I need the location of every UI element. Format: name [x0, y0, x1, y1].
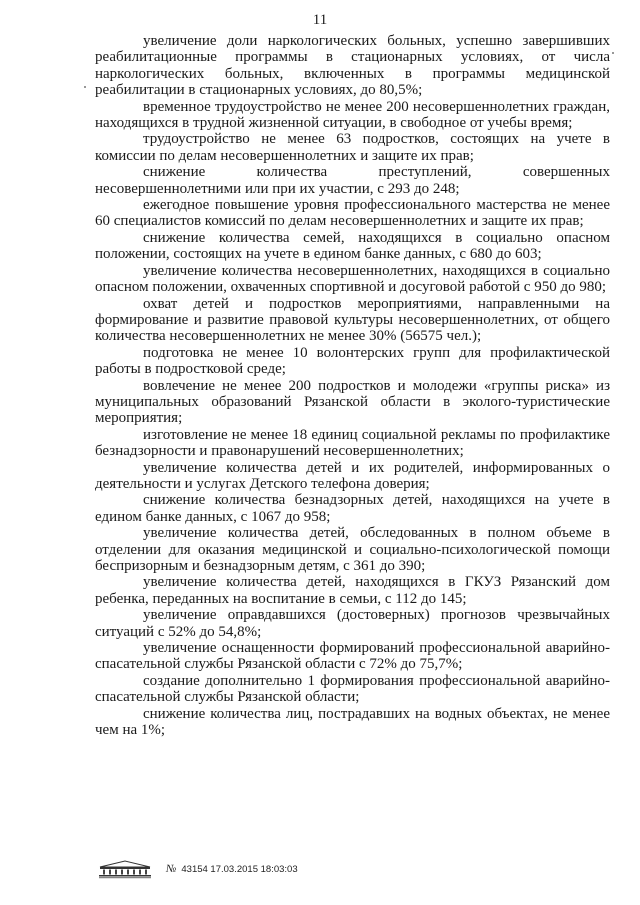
paragraph: увеличение количества несовершеннолетних, находящихся в социально опасном положении, охваченных спортивной и досуговой работой с 950 до 980; [95, 262, 610, 296]
paragraph: охват детей и подростков мероприятиями, направленными на формирование и развитие правовой культуры несовершеннолетних, от общего количества несовершеннолетних не менее 30% (56575 чел.); [95, 295, 610, 345]
document-body [95, 33, 610, 738]
paragraph: вовлечение не менее 200 подростков и молодежи «группы риска» из муниципальных образований Рязанской области в эколого-туристические мероприятия; [95, 377, 610, 427]
paragraph: изготовление не менее 18 единиц социальной рекламы по профилактике безнадзорности и правонарушений несовершеннолетних; [95, 426, 610, 460]
paragraph: увеличение количества детей, находящихся в ГКУЗ Рязанский дом ребенка, переданных на воспитание в семьи, с 112 до 145; [95, 574, 610, 607]
paragraph: увеличение количества детей, обследованных в полном объеме в отделении для оказания медицинской и социально-психологической помощи беспризорным и безнадзорным детям, с 361 до 390; [95, 525, 610, 574]
paragraph: увеличение доли наркологических больных, успешно завершивших реабилитационные программы в стационарных условиях, от числа наркологических больных, включенных в программы медицинской реабилитации в стационарных условиях, до 80,5%; [95, 33, 610, 99]
paragraph: подготовка не менее 10 волонтерских групп для профилактической работы в подростковой среде; [95, 344, 610, 378]
registration-footer [96, 858, 298, 880]
paragraph: снижение количества лиц, пострадавших на водных объектах, не менее чем на 1%; [95, 705, 610, 739]
paragraph: снижение количества семей, находящихся в социально опасном положении, состоящих на учете в едином банке данных, с 680 до 603; [95, 229, 610, 263]
paragraph: снижение количества безнадзорных детей, находящихся на учете в едином банке данных, с 1067 до 958; [95, 492, 610, 525]
paragraph: увеличение оправдавшихся (достоверных) прогнозов чрезвычайных ситуаций с 52% до 54,8%; [95, 607, 610, 640]
page-number: 11 [312, 12, 328, 28]
registration-number-sign: № [166, 863, 177, 875]
paragraph: увеличение количества детей и их родителей, информированных о деятельности и услугах Детского телефона доверия; [95, 459, 610, 492]
scan-speck [84, 86, 86, 88]
paragraph: снижение количества преступлений, совершенных несовершеннолетними или при их участии, с 293 до 248; [95, 164, 610, 197]
paragraph: увеличение оснащенности формирований профессиональной аварийно-спасательной службы Рязанской области с 72% до 75,7%; [95, 640, 610, 673]
registration-stamp: 43154 17.03.2015 18:03:03 [181, 863, 298, 875]
paragraph: временное трудоустройство не менее 200 несовершеннолетних граждан, находящихся в трудной жизненной ситуации, в свободное от учебы время; [95, 98, 610, 132]
paragraph: ежегодное повышение уровня профессионального мастерства не менее 60 специалистов комиссий по делам несовершеннолетних и защите их прав; [95, 197, 610, 230]
government-building-stamp-icon [96, 859, 154, 879]
paragraph: трудоустройство не менее 63 подростков, состоящих на учете в комиссии по делам несовершеннолетних и защите их прав; [95, 131, 610, 164]
paragraph: создание дополнительно 1 формирования профессиональной аварийно-спасательной службы Рязанской области; [95, 672, 610, 706]
scan-speck [612, 52, 614, 54]
